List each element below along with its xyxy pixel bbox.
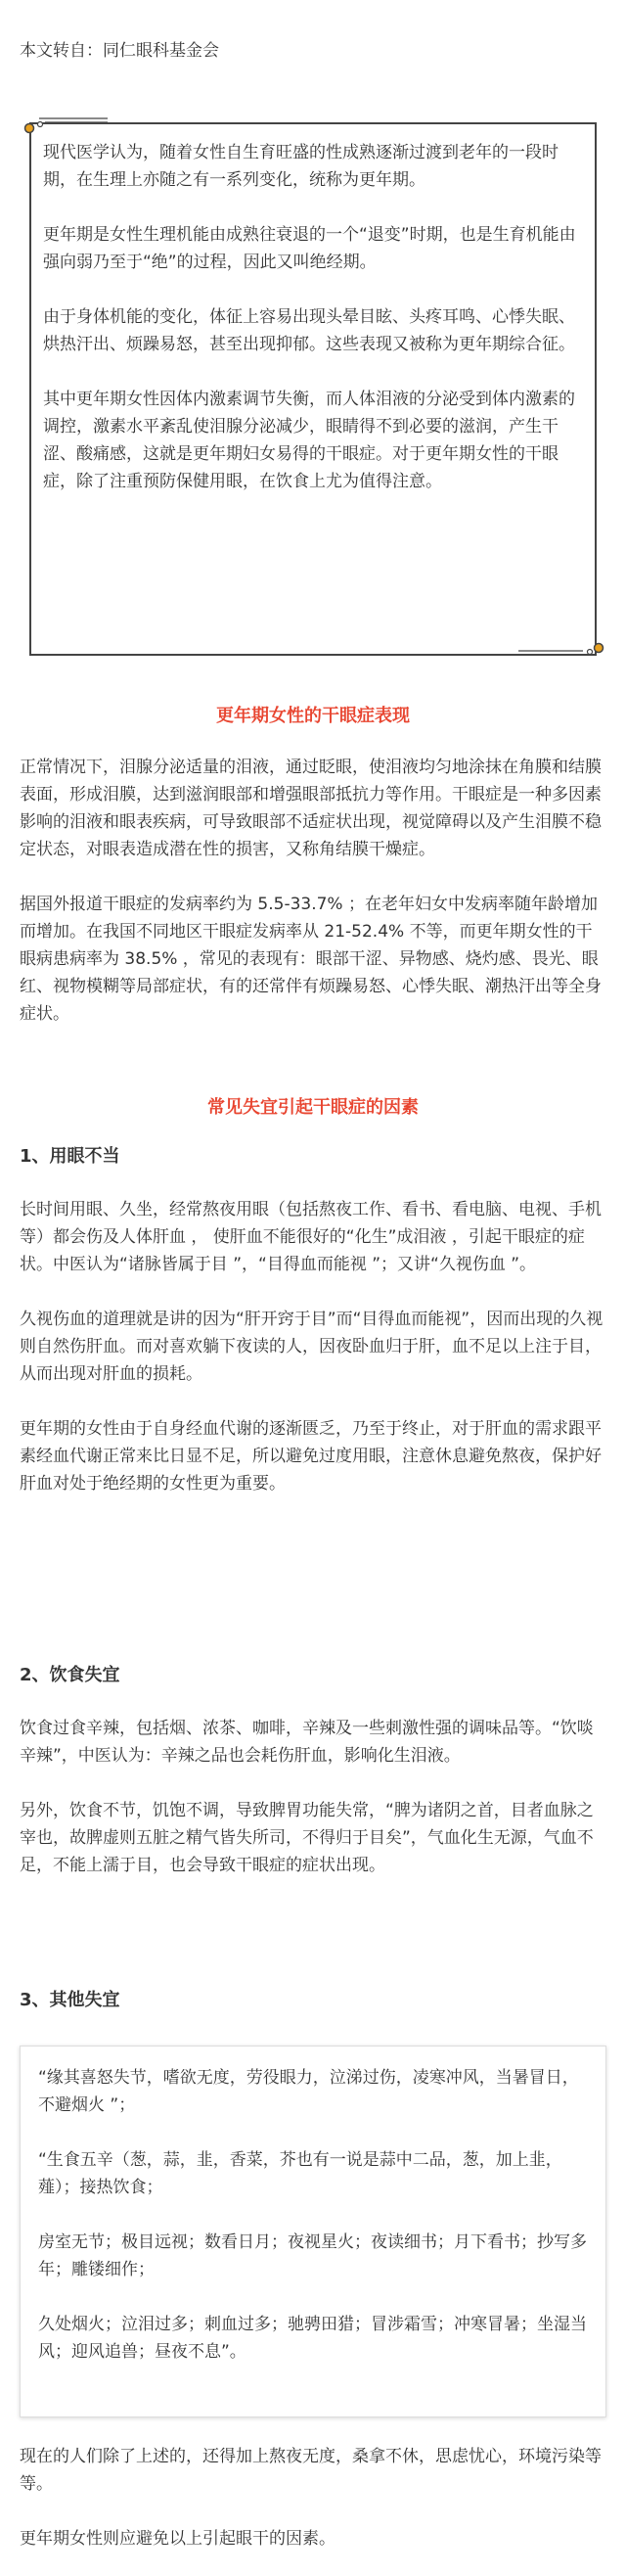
closing-body: [20, 2443, 606, 2576]
section-title: 更年期女性的干眼症表现: [216, 706, 410, 726]
body-paragraph: 长时间用眼、久坐，经常熬夜用眼（包括熬夜工作、看书、看电脑、电视、手机等）都会伤及人体肝血 ， 使肝血不能很好的“化生”成泪液 ，引起干眼症的症状。中医认为“诸脉皆属于目 ”，“目得血而能视 ”；又讲“久视伤血 ”。: [20, 1200, 602, 1274]
body-paragraph: 更年期的女性由于自身经血代谢的逐渐匮乏，乃至于终止，对于肝血的需求跟平素经血代谢正常来比日显不足，所以避免过度用眼，注意休息避免熬夜，保护好肝血对处于绝经期的女性更为重要。: [20, 1419, 602, 1494]
body-paragraph: 现在的人们除了上述的，还得加上熬夜无度，桑拿不休，思虑忧心，环境污染等等。: [20, 2447, 602, 2494]
intro-paragraph: 现代医学认为，随着女性自生育旺盛的性成熟逐渐过渡到老年的一段时期，在生理上亦随之有一系列变化，统称为更年期。: [43, 143, 559, 190]
body-paragraph: 另外，饮食不节，饥饱不调，导致脾胃功能失常，“脾为诸阴之首，目者血脉之宰也，故脾虚则五脏之精气皆失所司，不得归于目矣”，气血化生无源，气血不足，不能上濡于目，也会导致干眼症的症状出现。: [20, 1801, 594, 1875]
frame-corner-decor-icon: [23, 115, 112, 135]
body-paragraph: 久视伤血的道理就是讲的因为“肝开窍于目”而“目得血而能视”，因而出现的久视则自然伤肝血。而对喜欢躺下夜读的人，因夜卧血归于肝，血不足以上注于目，从而出现对肝血的损耗。: [20, 1310, 604, 1384]
body-paragraph: 据国外报道干眼症的发病率约为 5.5-33.7% ；在老年妇女中发病率随年龄增加而增加。在我国不同地区干眼症发病率从 21-52.4% 不等，而更年期女性的干眼病患病率为 38.5% ，常见的表现有：眼部干涩、异物感、烧灼感、畏光、眼红、视物模糊等局部症状，有的还常伴有烦躁易怒、心悸失眠、潮热汗出等全身症状。: [20, 895, 602, 1024]
intro-paragraph: 更年期是女性生理机能由成熟往衰退的一个“退变”时期，也是生育机能由强向弱乃至于“绝”的过程，因此又叫绝经期。: [43, 225, 576, 272]
subsection2-body: [20, 1715, 606, 1907]
body-paragraph: 更年期女性则应避免以上引起眼干的因素。: [20, 2529, 335, 2549]
intro-paragraph: 由于身体机能的变化，体征上容易出现头晕目眩、头疼耳鸣、心悸失眠、烘热汗出、烦躁易怒，甚至出现抑郁。这些表现又被称为更年期综合征。: [43, 307, 575, 354]
subsection-title: 3、其他失宜: [20, 1990, 120, 2010]
quote-paragraph: “缘其喜怒失节，嗜欲无度，劳役眼力，泣涕过伤，凌寒冲风，当暑冒日，不避烟火 ”；: [38, 2068, 579, 2115]
body-paragraph: 正常情况下，泪腺分泌适量的泪液，通过眨眼，使泪液均匀地涂抹在角膜和结膜表面，形成泪膜，达到滋润眼部和增强眼部抵抗力等作用。干眼症是一种多因素影响的泪液和眼表疾病，可导致眼部不适症状出现，视觉障碍以及产生泪膜不稳定状态，对眼表造成潜在性的损害，又称角结膜干燥症。: [20, 758, 602, 859]
section-title: 常见失宜引起干眼症的因素: [207, 1097, 419, 1118]
body-paragraph: 饮食过食辛辣，包括烟、浓茶、咖啡，辛辣及一些刺激性强的调味品等。“饮啖辛辣”，中医认为：辛辣之品也会耗伤肝血，影响化生泪液。: [20, 1719, 594, 1766]
intro-text: [43, 139, 583, 523]
subsection-title: 2、饮食失宜: [20, 1665, 120, 1685]
intro-paragraph: 其中更年期女性因体内激素调节失衡，而人体泪液的分泌受到体内激素的调控，激素水平紊乱使泪腺分泌减少，眼睛得不到必要的滋润，产生干涩、酸痛感，这就是更年期妇女易得的干眼症。对于更年期女性的干眼症，除了注重预防保健用眼，在饮食上尤为值得注意。: [43, 390, 575, 491]
subsection-title: 1、用眼不当: [20, 1146, 120, 1167]
source-line: 本文转自：同仁眼科基金会: [20, 41, 219, 61]
subsection1-body: [20, 1196, 606, 1525]
quote-box: [20, 2046, 606, 2417]
quote-paragraph: “生食五辛（葱，蒜，韭，香菜，芥也有一说是蒜中二品，葱，加上韭，薤）；接热饮食；: [38, 2150, 562, 2197]
quote-paragraph: 房室无节；极目远视；数看日月；夜视星火；夜读细书；月下看书；抄写多年；雕镂细作；: [38, 2232, 587, 2279]
quote-paragraph: 久处烟火；泣泪过多；刺血过多；驰骋田猎；冒涉霜雪；冲寒冒暑；坐湿当风；迎风追兽；昼夜不息”。: [38, 2315, 587, 2362]
frame-corner-decor-icon: [518, 641, 606, 661]
section1-body: [20, 754, 606, 1055]
